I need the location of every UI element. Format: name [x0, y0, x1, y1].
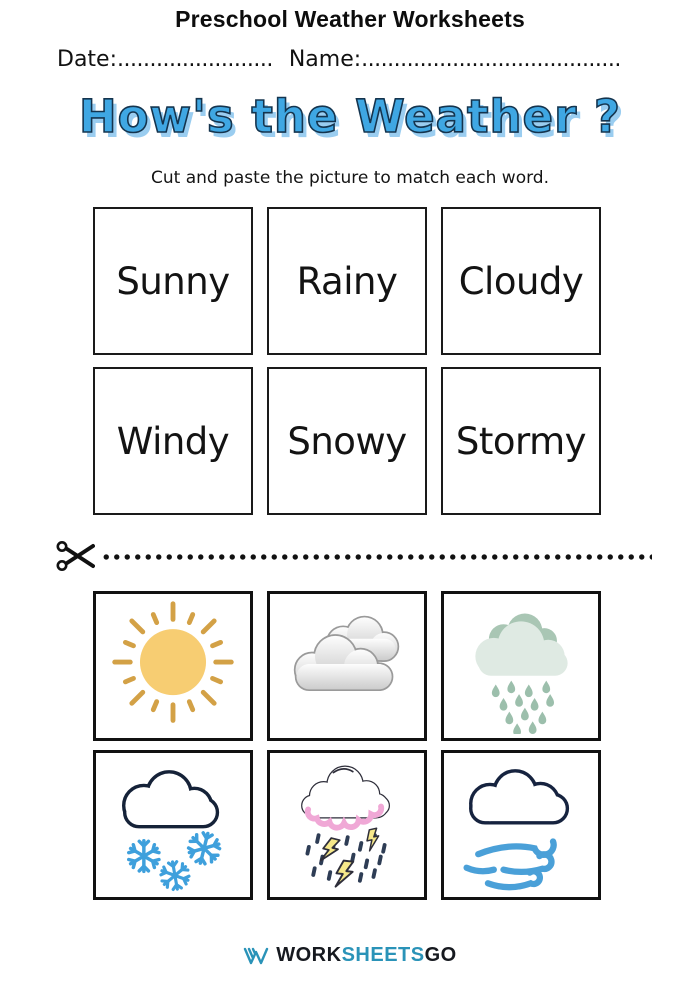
storm-cloud-icon: [274, 757, 420, 893]
date-label: Date:: [57, 47, 117, 72]
word-card-windy: [93, 367, 253, 515]
name-label: Name:: [288, 47, 362, 72]
word-card-snowy: [267, 367, 427, 515]
word-card-stormy: [441, 367, 601, 515]
word-label: Windy: [116, 419, 230, 463]
date-name-row: [57, 47, 670, 72]
page-title: Preschool Weather Worksheets: [175, 6, 525, 32]
picture-card-clouds: [267, 591, 427, 741]
wind-cloud-icon: [448, 757, 594, 893]
picture-card-wind: [441, 750, 601, 900]
word-card-cloudy: [441, 207, 601, 355]
word-card-rainy: [267, 207, 427, 355]
brand-go: GO: [424, 944, 457, 966]
dotted-cut-line: [101, 553, 652, 561]
word-label: Stormy: [455, 419, 587, 463]
word-label: Snowy: [287, 419, 407, 463]
date-write-line: ........................: [117, 47, 273, 72]
brand-sheets: SHEETS: [341, 944, 425, 966]
brand-work: WORK: [276, 944, 342, 966]
word-card-sunny: [93, 207, 253, 355]
sun-icon: [100, 598, 246, 734]
picture-card-sun: [93, 591, 253, 741]
brand-text: [276, 944, 456, 967]
word-label: Sunny: [116, 259, 230, 303]
clouds-icon: [274, 598, 420, 734]
picture-grid: [93, 591, 601, 900]
name-write-line: ........................................: [361, 47, 621, 72]
worksheetsgo-logo-icon: [243, 946, 269, 966]
scissors-icon: [55, 541, 95, 571]
cut-line: [55, 539, 652, 573]
worksheet-title: How's the Weather ?: [78, 90, 622, 143]
word-label: Rainy: [296, 259, 398, 303]
picture-card-rain: [441, 591, 601, 741]
rain-cloud-icon: [448, 598, 594, 734]
word-label: Cloudy: [458, 259, 584, 303]
instruction-text: Cut and paste the picture to match each word.: [150, 168, 549, 188]
snow-cloud-icon: [100, 757, 246, 893]
picture-card-storm: [267, 750, 427, 900]
picture-card-snow: [93, 750, 253, 900]
word-grid: [93, 207, 601, 515]
footer-brand: [0, 944, 700, 967]
